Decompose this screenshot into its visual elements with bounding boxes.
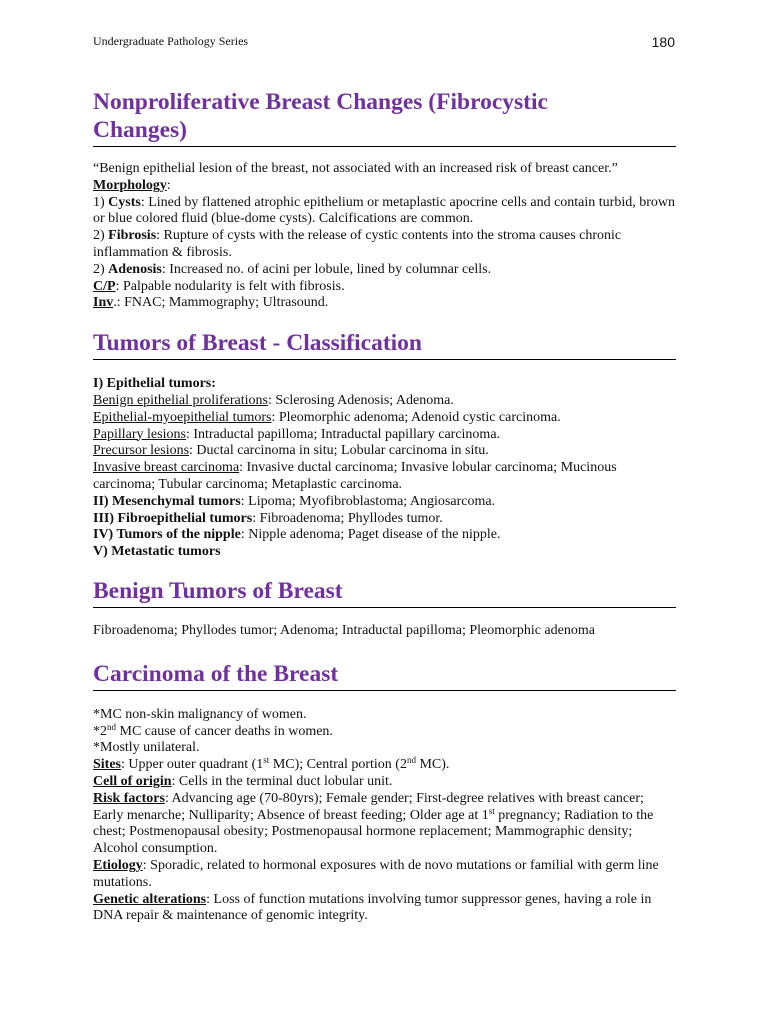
page-content xyxy=(93,88,676,925)
term-label: Precursor lesions xyxy=(93,443,190,459)
term-label: Sites xyxy=(93,757,121,773)
series-title: Undergraduate Pathology Series xyxy=(93,34,249,48)
term-text: : Ductal carcinoma in situ; Lobular carcinoma in situ. xyxy=(189,443,489,459)
classification-item xyxy=(93,393,676,410)
term-text: : Sporadic, related to hormonal exposures with de novo mutations or familial with germ line mutations. xyxy=(93,857,659,890)
classification-item xyxy=(93,544,676,561)
superscript: st xyxy=(488,805,495,816)
text-fragment: : Advancing age (70-80yrs); Female gender; First-degree relatives with breast cancer; Early menarche; Nulliparity; Absence of breast feeding; Older age at 1 xyxy=(93,790,644,823)
classification-item xyxy=(93,443,676,460)
section-body-fibrocystic xyxy=(93,161,676,312)
term-text: : Lined by flattened atrophic epithelium or metaplastic apocrine cells and contain turbid, brown or blue colored fluid (blue-dome cysts). Calcifications are common. xyxy=(93,194,676,227)
item-number: 2) xyxy=(93,228,109,244)
section-title-benign: Benign Tumors of Breast xyxy=(93,577,676,608)
term-label: Epithelial-myoepithelial tumors xyxy=(93,409,272,425)
term-text: : Loss of function mutations involving tumor suppressor genes, having a role in DNA repair & maintenance of genomic integrity. xyxy=(93,891,652,924)
morphology-cysts xyxy=(93,195,676,229)
text-fragment: *2 xyxy=(93,723,107,739)
classification-item xyxy=(93,511,676,528)
term-label: Genetic alterations xyxy=(93,891,207,907)
term-text: : Palpable nodularity is felt with fibrosis. xyxy=(115,278,345,294)
term-label: Cysts xyxy=(108,194,141,210)
term-label: Etiology xyxy=(93,857,143,873)
investigations xyxy=(93,295,676,312)
term-label: III) Fibroepithelial tumors xyxy=(93,510,253,526)
section-title-carcinoma: Carcinoma of the Breast xyxy=(93,660,676,691)
term-label: Papillary lesions xyxy=(93,426,186,442)
classification-item xyxy=(93,410,676,427)
classification-item xyxy=(93,460,676,494)
superscript: nd xyxy=(107,721,116,732)
term-text: : Cells in the terminal duct lobular unit. xyxy=(171,773,393,789)
term-label: C/P xyxy=(93,278,116,294)
definition-quote: “Benign epithelial lesion of the breast, not associated with an increased risk of breast cancer.” xyxy=(93,161,618,176)
term-label: II) Mesenchymal tumors xyxy=(93,493,241,509)
item-number: 2) xyxy=(93,261,109,277)
term-label: Adenosis xyxy=(108,261,162,277)
superscript: nd xyxy=(406,755,416,766)
section-body-classification xyxy=(93,376,676,561)
superscript: st xyxy=(263,755,270,766)
fact-line: *MC non-skin malignancy of women. xyxy=(93,706,307,722)
morphology-label: Morphology xyxy=(93,177,167,193)
term-label: Risk factors xyxy=(93,790,165,806)
term-label: Fibrosis xyxy=(108,228,157,244)
page-number: 180 xyxy=(651,34,675,50)
term-text: : Pleomorphic adenoma; Adenoid cystic carcinoma. xyxy=(271,409,561,425)
term-text: : Intraductal papilloma; Intraductal papillary carcinoma. xyxy=(185,426,501,442)
term-label: V) Metastatic tumors xyxy=(93,544,221,560)
etiology-line xyxy=(93,858,676,892)
title-line: Nonproliferative Breast Changes (Fibrocystic xyxy=(93,89,548,115)
risk-factors-line xyxy=(93,791,676,858)
term-text: .: FNAC; Mammography; Ultrasound. xyxy=(113,295,329,311)
term-text: : Sclerosing Adenosis; Adenoma. xyxy=(267,392,454,408)
term-label: Cell of origin xyxy=(93,773,172,789)
term-text: : Rupture of cysts with the release of cystic contents into the stroma causes chronic inflammation & fibrosis. xyxy=(93,228,622,260)
text-fragment: MC); Central portion (2 xyxy=(269,757,407,773)
morphology-adenosis xyxy=(93,262,676,279)
term-text: : Fibroadenoma; Phyllodes tumor. xyxy=(252,510,443,526)
title-line: Changes) xyxy=(93,117,188,143)
text-fragment: pregnancy; Radiation to the chest; Postmenopausal obesity; Postmenopausal hormone replacement; Mammographic density; Alcohol consumption. xyxy=(93,807,654,857)
classification-item xyxy=(93,427,676,444)
fact-line: *Mostly unilateral. xyxy=(93,740,200,756)
text-fragment: : Upper outer quadrant (1 xyxy=(121,757,264,773)
term-label: Benign epithelial proliferations xyxy=(93,392,268,408)
morphology-heading: Morphology: xyxy=(93,177,171,193)
classification-item xyxy=(93,494,676,511)
section-body-benign xyxy=(93,623,676,640)
term-text: : Lipoma; Myofibroblastoma; Angiosarcoma. xyxy=(240,493,496,509)
section-title-classification: Tumors of Breast - Classification xyxy=(93,329,676,360)
term-text: : Nipple adenoma; Paget disease of the nipple. xyxy=(240,527,501,543)
term-label: Invasive breast carcinoma xyxy=(93,460,240,476)
section-body-carcinoma xyxy=(93,707,676,925)
text-fragment: MC). xyxy=(415,757,450,773)
term-text: : Increased no. of acini per lobule, lined by columnar cells. xyxy=(161,261,492,277)
fact-line xyxy=(93,721,676,741)
item-number: 1) xyxy=(93,194,109,210)
genetic-alterations-line xyxy=(93,892,676,926)
clinical-presentation xyxy=(93,279,676,296)
term-label: IV) Tumors of the nipple xyxy=(93,527,241,543)
text-fragment: MC cause of cancer deaths in women. xyxy=(116,723,333,739)
benign-tumors-list: Fibroadenoma; Phyllodes tumor; Adenoma; Intraductal papilloma; Pleomorphic adenoma xyxy=(93,622,595,638)
morphology-fibrosis xyxy=(93,228,676,262)
page-header xyxy=(93,34,675,54)
term-label: Inv xyxy=(93,295,114,311)
term-label: I) Epithelial tumors: xyxy=(93,376,216,392)
section-title-fibrocystic xyxy=(93,88,676,147)
term-text: : Invasive ductal carcinoma; Invasive lobular carcinoma; Mucinous carcinoma; Tubular carcinoma; Metaplastic carcinoma. xyxy=(93,460,617,492)
epithelial-heading xyxy=(93,376,676,393)
classification-item xyxy=(93,527,676,544)
cell-of-origin-line xyxy=(93,774,676,791)
sites-line xyxy=(93,757,676,774)
